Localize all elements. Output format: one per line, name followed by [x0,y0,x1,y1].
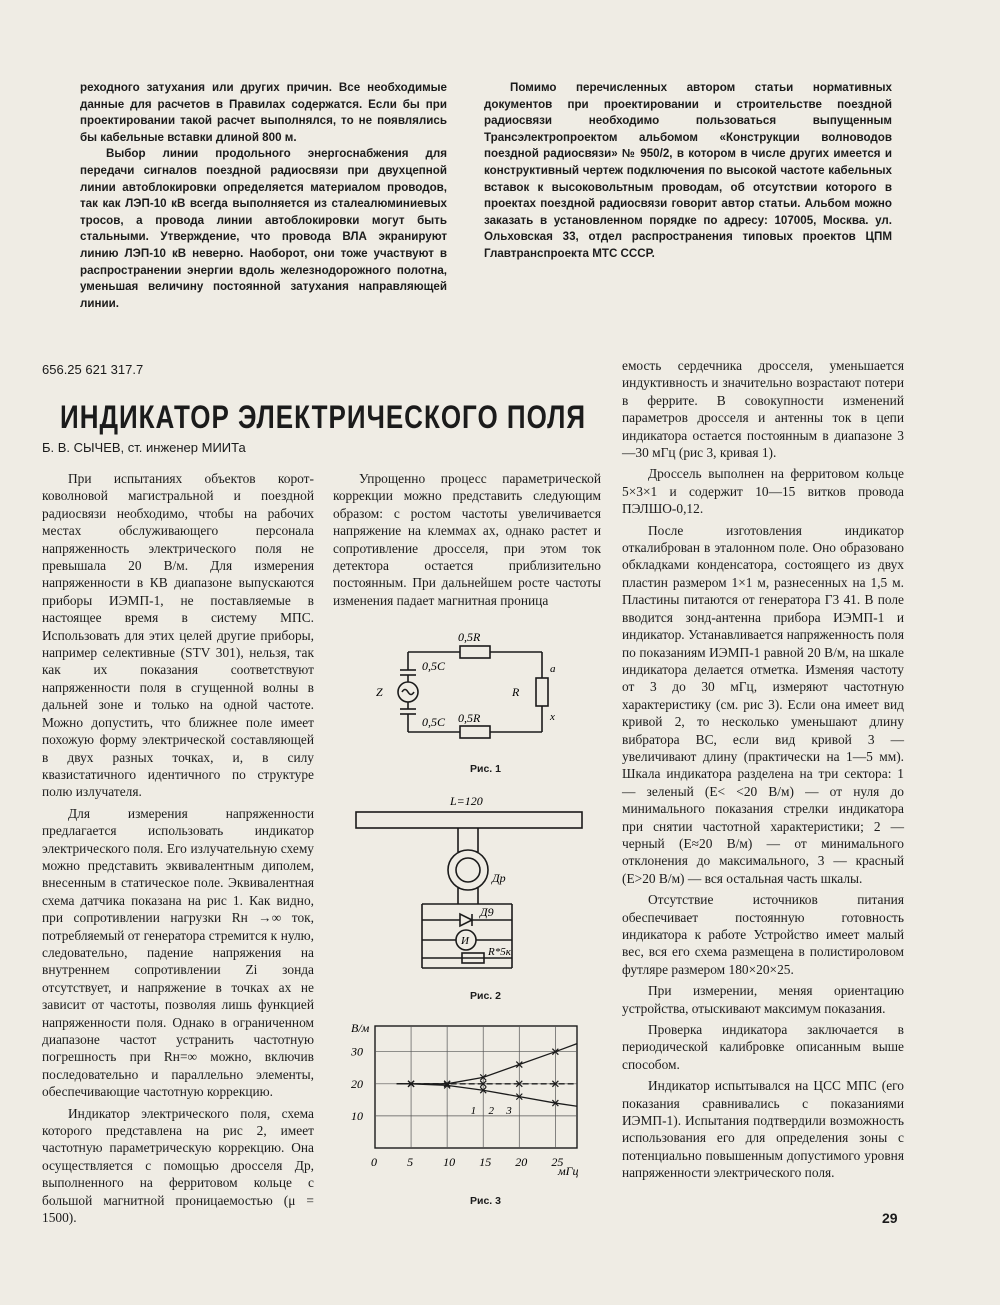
fig2-diode-label: Д9 [480,905,494,919]
fig2-choke-label: Др [492,871,506,885]
top-right-paragraph-1: Помимо перечисленных автором статьи нормативных документов при проектировании и строительстве поездной радиосвязи необходимо пользоваться выпущенным Трансэлектропроектом альбомом «Конструкции волноводов поездной радиосвязи» № 950/2, в котором в числе других имеется и конструктивный чертеж подключения по высокой частоте кабельных вставок к высоковольтным проводам, об отсутствии которого в проектах поездной радиосвязи говорит автор статьи. Альбом можно заказать в установленном порядке по адресу: 107005, Москва. ул. Ольховская 33, отдел распространения типовых проектов ЦПМ Главтранспроекта МТС СССР. [484,81,892,260]
fig1-c-top-label: 0,5C [422,659,446,673]
col1-paragraph-2: Для измерения напряженности предлагается использовать индикатор электрического поля. Его излучательную схему можно представить эквивалентным диполем, внесенным в статическое поле. Эквивалентная схема датчика показана на рис 1. Как видно, при сопротивлении нагрузки Rн →∞ ток, потребляемый от генератора стремится к нулю, следовательно, падение напряжения на внутреннем сопротивлении Zi зонда отсутствует, и напряжение в точках ах не зависит от частоты, позволяя лишь функцией напряженности поля. Однако в ограниченном диапазоне частот устранить частотную погрешность при Rн=∞ можно, включив последовательно и параллельно элементы, обеспечивающие частотную коррекцию. [42,805,314,1100]
fig2-meter-label: И [461,935,469,947]
article-column-2 [333,470,601,609]
col1-paragraph-3: Индикатор электрического поля, схема которого представлена на рис 2, имеет частотную параметрическую коррекцию. Она осуществляется с помощью дросселя Др, выполненного на ферритовом кольце с большой магнитной проницаемостью (μ = 1500). [42,1105,314,1226]
fig1-a-label: a [550,663,556,675]
fig1-x-label: x [550,711,555,723]
col3-paragraph-6: Проверка индикатора заключается в периодической калибровке описанным выше способом. [622,1022,904,1072]
col3-paragraph-3: После изготовления индикатор откалиброван в эталонном поле. Оно образовано обкладками конденсатора, состоящего из двух пластин размером 1×1 м, разнесенных на 1,5 м. Пластины питаются от генератора Г3 41. В поле вводится зонд-антенна прибора ИЭМП-1 и индикатор. Устанавливается напряженность поля по показаниям ИЭМП-1 равной 20 В/м, на шкале индикатора делается отметка. Изменяя частоту от 3 до 30 мГц, измеряют частотную характеристику (см. рис 3). Если она имеет вид кривой 2, то несколько уменьшают длину вибратора ВС, если вид кривой 3 — увеличивают длину (практически на 1—5 мм). Шкала индикатора разделена на три сектора: 1 — зеленый (Е< <20 В/м) — от нуля до минимального показания стрелки индикатора при снятии частотной характеристики; 2 — черный (Е≈20 В/м) — от минимального отклонения до максимального, 3 — красный (Е>20 В/м) — вся остальная часть шкалы. [622,522,904,886]
chart-x-tick-label: 25 [551,1155,564,1169]
fig1-r-top-label: 0,5R [458,630,481,644]
fig2-resistor-label: R*5к [488,946,511,958]
figure-1-circuit [370,620,590,750]
figure-3-caption: Рис. 3 [470,1195,501,1207]
article-title: ИНДИКАТОР ЭЛЕКТРИЧЕСКОГО ПОЛЯ [60,398,587,436]
fig1-zi-label: Z [376,685,383,699]
fig1-c-bottom-label: 0,5C [422,715,446,729]
fig1-r-bottom-label: 0,5R [458,711,481,725]
article-column-3 [622,357,904,1182]
article-author: Б. В. СЫЧЕВ, ст. инженер МИИТа [42,440,246,455]
col3-paragraph-4: Отсутствие источников питания обеспечивает постоянную готовность индикатора к работе Устройство имеет малый вес, вся его схема размещена в полистироловом футляре размером 180×20×25. [622,892,904,977]
figure-1-caption: Рис. 1 [470,763,501,775]
fig1-rn-label: R [512,685,520,699]
chart-series-line-2 [397,1044,577,1084]
col3-paragraph-5: При измерении, меняя ориентацию устройства, отыскивают максимум показания. [622,983,904,1016]
chart-frame [375,1026,577,1148]
col2-paragraph-1: Упрощенно процесс параметрической коррекции можно представить следующим образом: с ростом частоты увеличивается напряжение на клеммах ах, однако растет и сопротивление дросселя, при этом ток детектора остается приблизительно постоянным. При дальнейшем росте частоты изменения падает магнитная проница [333,471,601,608]
top-left-paragraph-2: Выбор линии продольного энергоснабжения для передачи сигналов поездной радиосвязи при двухцепной линии автоблокировки определяется материалом проводов, так как ЛЭП-10 кВ всегда выполняется из сталеалюминиевых тросов, а провода линии автоблокировки могут быть стальными. Утверждение, что провода ВЛА экранируют линию ЛЭП-10 кВ неверно. Наоборот, они тоже участвуют в распространении энергии вдоль железнодорожного полотна, уменьшая величину постоянной затухания направляющей линии. [80,147,447,310]
chart-curve-label-3: 3 [506,1104,512,1117]
chart-x-axis-label: мГц [558,1164,579,1178]
chart-x-tick-label: 20 [515,1155,528,1169]
col1-paragraph-1: При испытаниях объектов коротковолновой магистральной и поездной радиосвязи необходимо, чтобы на рабочих местах обслуживающего персонала напряженность электрического поля не превышала 20 В/м. Для измерения напряженности в КВ диапазоне выпускаются приборы ИЭМП-1, не поставляемые в настоящее время в систему МПС. Использовать для этих целей другие приборы, например селективные (STV 301), нельзя, так как их показания соответствуют напряженности поля в сгущенной волны в дальней зоне и только на одной частоте. Можно допустить, что ближнее поле имеет похожую форму электрической составляющей в двух разных точках, и, в силу квазистатичного идентичного по структуре полю излучателя. [42,471,314,800]
col3-paragraph-1: емость сердечника дросселя, уменьшается индуктивность и значительно возрастают потери в феррите. В совокупности изменений параметров дросселя и антенны ток в цепи индикатора остается постоянным в диапазоне 3—30 мГц (рис 3, кривая 1). [622,358,904,461]
top-right-column [484,80,892,263]
chart-y-tick-label: 10 [351,1108,363,1123]
article-column-1 [42,470,314,1226]
chart-x-tick-label: 0 [371,1155,377,1169]
page-number: 29 [882,1210,898,1226]
chart-y-tick-label: 30 [351,1044,363,1059]
chart-y-tick-label: 20 [351,1076,363,1091]
col3-paragraph-7: Индикатор испытывался на ЦСС МПС (его показания сравнивались с показаниями ИЭМП-1). Испытания подтвердили возможность использования его для определения зоны с потенциально повышенным допустимого уровня напряженности электрического поля. [622,1078,904,1181]
top-left-paragraph-1: реходного затухания или других причин. Все необходимые данные для расчетов в Правилах содержатся. Если бы при проектировании такой расчет выполнялся, то не появлялись бы кабельные вставки длиной 800 м. [80,81,447,144]
fig2-length-label: L=120 [450,794,483,808]
figure-2-caption: Рис. 2 [470,990,501,1002]
figure-3-chart [345,1018,585,1180]
figure-2-circuit [352,790,588,986]
chart-series-line-3 [397,1084,577,1106]
top-left-column [80,80,447,312]
chart-x-tick-label: 15 [479,1155,492,1169]
udc-code: 656.25 621 317.7 [42,362,144,377]
chart-y-axis-label: В/м [351,1021,370,1035]
chart-curve-label-2: 2 [488,1104,494,1117]
col3-paragraph-2: Дроссель выполнен на ферритовом кольце 5×3×1 и содержит 10—15 витков провода ПЭЛШО-0,12. [622,466,904,517]
chart-curve-label-1: 1 [470,1104,477,1117]
chart-x-tick-label: 5 [407,1155,414,1169]
chart-x-tick-label: 10 [443,1155,456,1169]
